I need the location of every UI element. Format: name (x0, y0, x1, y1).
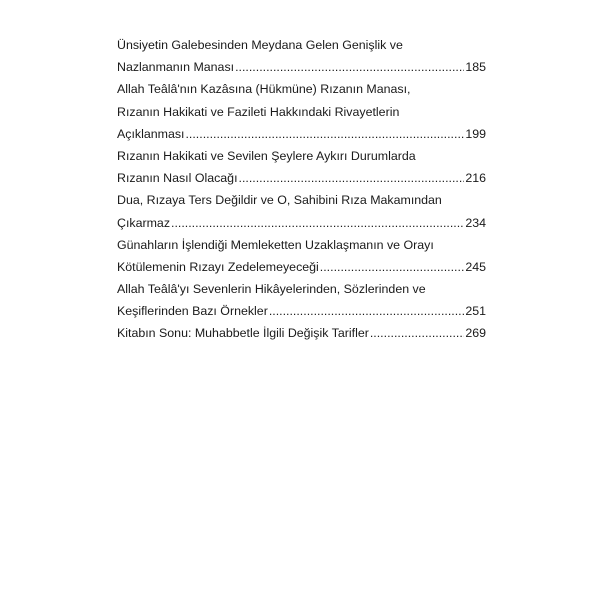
dot-leader (320, 256, 465, 278)
toc-entry-title-end: Kitabın Sonu: Muhabbetle İlgili Değişik Tarifler (117, 326, 369, 341)
dot-leader (239, 167, 465, 189)
toc-page-number: 269 (465, 326, 486, 341)
toc-entry-final-line (117, 56, 486, 78)
toc-entry-final-line (117, 256, 486, 278)
dot-leader (269, 300, 464, 322)
toc-entry-title-line: Günahların İşlendiği Memleketten Uzaklaşmanın ve Orayı (117, 237, 434, 252)
toc-entry-final-line (117, 123, 486, 145)
toc-page-number: 185 (465, 60, 486, 75)
toc-entry (117, 278, 486, 322)
dot-leader (235, 56, 464, 78)
toc-entry-final-line (117, 212, 486, 234)
toc-entry (117, 234, 486, 278)
toc-page-number: 234 (465, 215, 486, 230)
toc-page-number: 216 (465, 171, 486, 186)
toc-page-number: 251 (465, 304, 486, 319)
toc-entry-title-end: Nazlanmanın Manası (117, 60, 235, 75)
toc-entry (117, 322, 486, 344)
toc-entry-title-end: Açıklanması (117, 126, 185, 141)
toc-entry-title-end: Kötülemenin Rızayı Zedelemeyeceği (117, 259, 319, 274)
toc-entry-final-line (117, 300, 486, 322)
dot-leader (370, 322, 464, 344)
toc-entry (117, 34, 486, 78)
toc-entry-final-line (117, 167, 486, 189)
toc-entry (117, 78, 486, 145)
toc-entry-title-line: Allah Teâlâ'nın Kazâsına (Hükmüne) Rızanın Manası, (117, 82, 411, 97)
toc-entry-title-end: Çıkarmaz (117, 215, 171, 230)
toc-page-number: 245 (465, 259, 486, 274)
toc-entry-title-end: Rızanın Nasıl Olacağı (117, 171, 238, 186)
toc-entry-title-end: Keşiflerinden Bazı Örnekler (117, 304, 268, 319)
toc-entry-title-line: Rızanın Hakikati ve Fazileti Hakkındaki Rivayetlerin (117, 104, 400, 119)
toc-entry (117, 189, 486, 233)
table-of-contents (117, 34, 486, 345)
toc-entry (117, 145, 486, 189)
toc-entry-title-line: Ünsiyetin Galebesinden Meydana Gelen Genişlik ve (117, 38, 403, 52)
toc-entry-title-line: Rızanın Hakikati ve Sevilen Şeylere Aykırı Durumlarda (117, 148, 416, 163)
dot-leader (185, 123, 464, 145)
toc-entry-title-line: Allah Teâlâ'yı Sevenlerin Hikâyelerinden, Sözlerinden ve (117, 282, 426, 297)
toc-page-number: 199 (465, 126, 486, 141)
toc-entry-title-line: Dua, Rızaya Ters Değildir ve O, Sahibini Rıza Makamından (117, 193, 442, 208)
dot-leader (171, 212, 464, 234)
toc-entry-final-line (117, 322, 486, 344)
